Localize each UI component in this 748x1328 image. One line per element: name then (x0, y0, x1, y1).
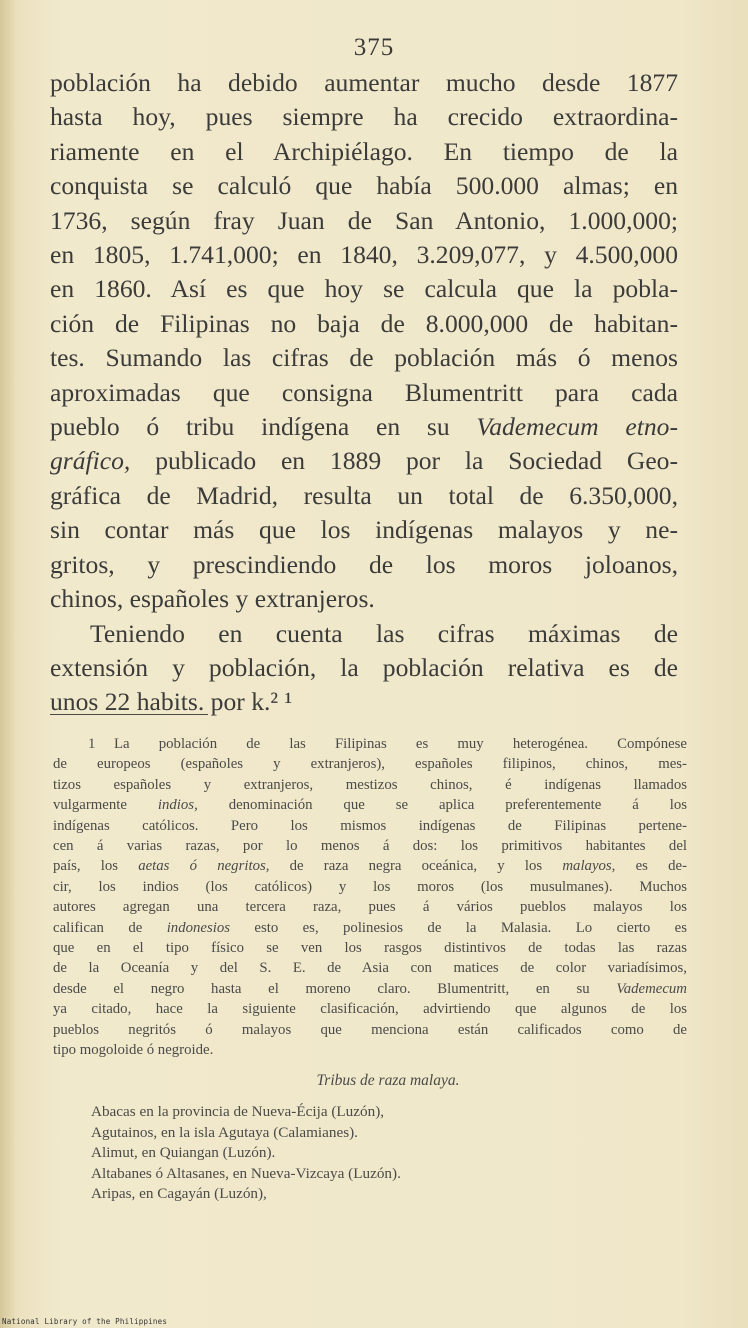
italic-term: indonesios (166, 919, 230, 936)
footnote-line-text: desde el negro hasta el moreno claro. Blumentritt, en su (53, 980, 590, 997)
page-binding-edge (0, 0, 14, 1328)
footnote-line: ya citado, hace la siguiente clasificación, advirtiendo que algunos de los (53, 1001, 687, 1018)
footnote-line: cen á varias razas, por lo menos á dos: los primitivos habitantes del (53, 838, 687, 855)
body-line: en 1805, 1.741,000; en 1840, 3.209,077, y 4.500,000 (50, 240, 678, 270)
body-line: extensión y población, la población relativa es de (50, 652, 678, 682)
footnote-line (53, 795, 687, 815)
footnote-line (88, 734, 687, 754)
body-line: población ha debido aumentar mucho desde 1877 (50, 68, 678, 97)
list-item: Agutainos, en la isla Agutaya (Calamianes). (91, 1123, 358, 1141)
body-line: hasta hoy, pues siempre ha crecido extraordina- (50, 102, 678, 132)
body-line-text: pueblo ó tribu indígena en su (50, 412, 450, 442)
footnote-line-text: país, los (53, 858, 118, 875)
footnote-line-text: vulgarmente (53, 797, 127, 814)
footnote-line-text: es de- (635, 858, 688, 875)
italic-term: indios, (157, 797, 198, 814)
italic-title: gráfico, (50, 446, 131, 476)
footnote-line: autores agregan una tercera raza, pues á vários pueblos malayos los (53, 899, 687, 916)
body-line: en 1860. Así es que hoy se calcula que la pobla- (50, 274, 678, 304)
body-line: Teniendo en cuenta las cifras máximas de (90, 618, 678, 648)
list-item: Abacas en la provincia de Nueva-Écija (Luzón), (91, 1103, 385, 1120)
footnote-line (53, 979, 687, 999)
italic-term: aetas ó negritos, (138, 858, 270, 875)
list-item: Alimut, en Quiangan (Luzón). (91, 1144, 276, 1162)
footnote-line: tizos españoles y extranjeros, mestizos chinos, é indígenas llamados (53, 776, 687, 793)
footnote-line: que en el tipo físico se ven los rasgos distintivos de todas las razas (53, 940, 687, 957)
footnote-line (53, 856, 687, 876)
footnote-line: tipo mogoloide ó negroide. (53, 1042, 214, 1059)
footnote-line: pueblos negritós ó malayos que menciona están calificados como de (53, 1021, 687, 1038)
body-line: conquista se calculó que había 500.000 almas; en (50, 171, 678, 201)
body-line: unos 22 habits. por k.² ¹ (50, 687, 293, 717)
italic-term: Vademecum (616, 980, 687, 997)
footnote-line-text: denominación que se aplica preferentemente á los (228, 797, 687, 814)
body-line: gritos, y prescindiendo de los moros joloanos, (50, 549, 678, 579)
footnote-line: cir, los indios (los católicos) y los moros (los musulmanes). Muchos (53, 878, 687, 895)
body-line: ción de Filipinas no baja de 8.000,000 de habitan- (50, 308, 678, 338)
library-credit: National Library of the Philippines (2, 1317, 168, 1326)
footnote-line-text: de raza negra oceánica, y los (289, 858, 543, 875)
footnote (53, 734, 688, 1061)
footnote-line-text: esto es, polinesios de la Malasia. Lo cierto es (254, 919, 687, 936)
italic-title: Vademecum etno- (476, 412, 679, 442)
footnote-line (53, 918, 687, 938)
body-line: aproximadas que consigna Blumentritt para cada (50, 377, 678, 407)
list-item: Aripas, en Cagayán (Luzón), (91, 1185, 267, 1203)
body-line: sin contar más que los indígenas malayos y ne- (50, 515, 678, 545)
body-line (50, 444, 678, 478)
body-line: tes. Sumando las cifras de población más ó menos (50, 343, 678, 373)
body-line: riamente en el Archipiélago. En tiempo de la (50, 136, 678, 166)
footnote-line: indígenas católicos. Pero los mismos indígenas de Filipinas pertene- (53, 817, 687, 834)
footnote-line-text: califican de (53, 919, 143, 936)
main-body-text (50, 66, 678, 720)
footnote-divider (50, 714, 208, 715)
list-item: Altabanes ó Altasanes, en Nueva-Vizcaya (Luzón). (91, 1164, 401, 1182)
body-line: chinos, españoles y extranjeros. (50, 584, 375, 614)
tribe-list (91, 1102, 651, 1205)
footnote-line: de la Oceanía y del S. E. de Asia con matices de color variadísimos, (53, 960, 687, 977)
body-line (50, 410, 678, 444)
footnote-line: de europeos (españoles y extranjeros), españoles filipinos, chinos, mes- (53, 756, 687, 773)
tribes-subheading: Tribus de raza malaya. (316, 1072, 460, 1089)
body-line: gráfica de Madrid, resulta un total de 6.350,000, (50, 480, 678, 510)
body-line: 1736, según fray Juan de San Antonio, 1.000,000; (50, 205, 678, 235)
footnote-number: 1 (88, 736, 96, 752)
footnote-line-text: La población de las Filipinas es muy heterogénea. Compónese (114, 736, 687, 752)
page-number: 375 (353, 34, 395, 61)
body-line-text: publicado en 1889 por la Sociedad Geo- (155, 446, 678, 476)
italic-term: malayos, (562, 858, 616, 875)
